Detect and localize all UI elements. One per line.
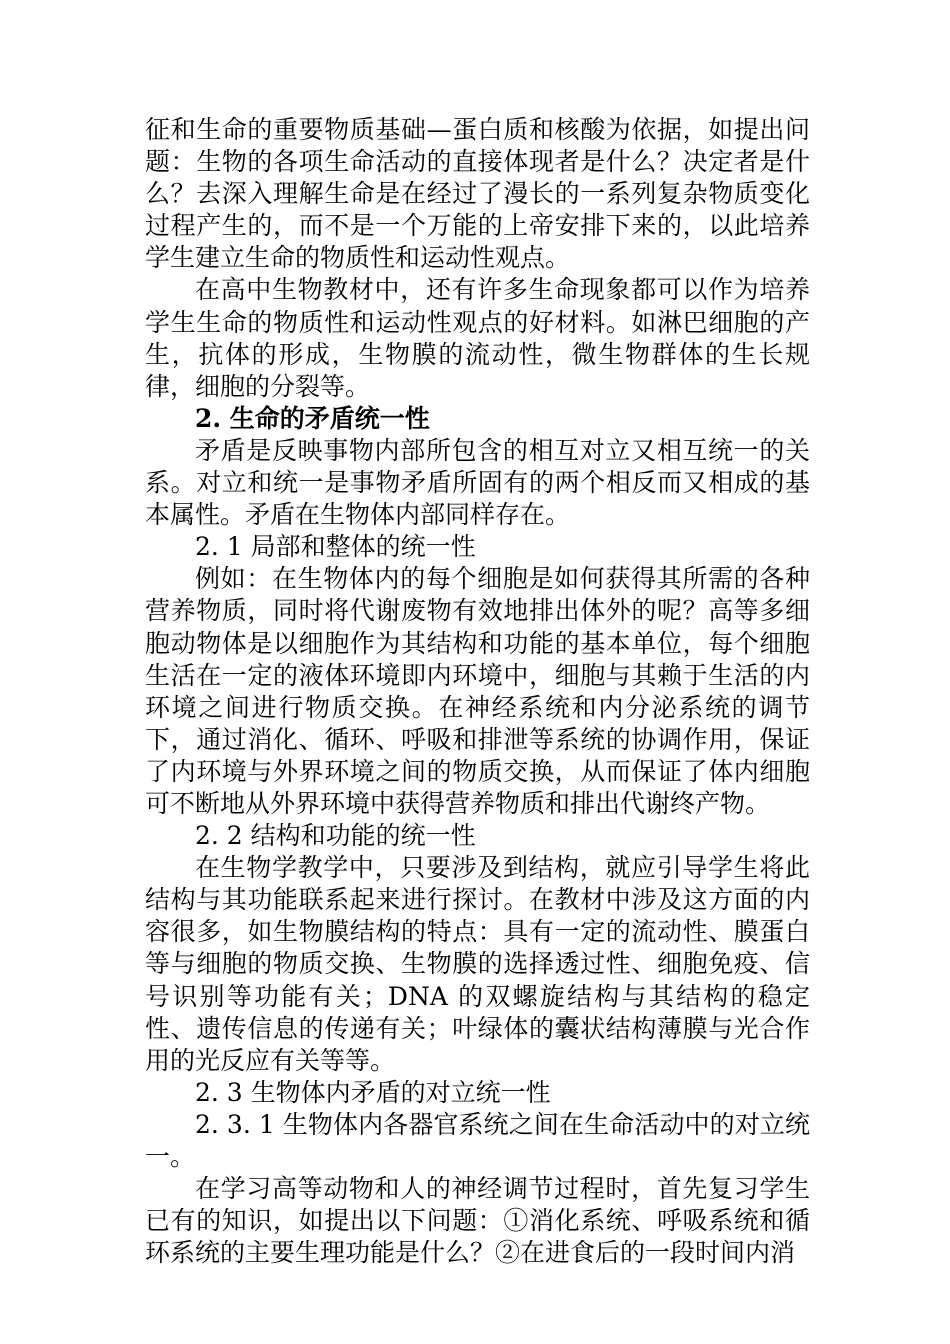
body-paragraph: 例如：在生物体内的每个细胞是如何获得其所需的各种营养物质，同时将代谢废物有效地排出体外的呢？高等多细胞动物体是以细胞作为其结构和功能的基本单位，每个细胞生活在一定的液体环境即内环境中，细胞与其赖于生活的内环境之间进行物质交换。在神经系统和内分泌系统的调节下，通过消化、循环、呼吸和排泄等系统的协调作用，保证了内环境与外界环境之间的物质交换，从而保证了体内细胞可不断地从外界环境中获得营养物质和排出代谢终产物。 [145,564,810,818]
body-paragraph: 征和生命的重要物质基础—蛋白质和核酸为依据，如提出问题：生物的各项生命活动的直接体现者是什么？决定者是什么？去深入理解生命是在经过了漫长的一系列复杂物质变化过程产生的，而不是一个万能的上帝安排下来的，以此培养学生建立生命的物质性和运动性观点。 [145,115,810,273]
body-paragraph: 在高中生物教材中，还有许多生命现象都可以作为培养学生生命的物质性和运动性观点的好材料。如淋巴细胞的产生，抗体的形成，生物膜的流动性，微生物群体的生长规律，细胞的分裂等。 [145,275,810,401]
subsection-heading: 2. 1 局部和整体的统一性 [195,532,476,562]
document-page [145,114,810,1269]
subsection-heading: 2. 3 生物体内矛盾的对立统一性 [195,1077,551,1107]
subsection-heading: 2. 2 结构和功能的统一性 [195,821,476,851]
body-paragraph: 在学习高等动物和人的神经调节过程时，首先复习学生已有的知识，如提出以下问题：①消化系统、呼吸系统和循环系统的主要生理功能是什么？②在进食后的一段时间内消 [145,1174,810,1268]
section-heading: 2. 生命的矛盾统一性 [195,403,430,433]
body-paragraph: 矛盾是反映事物内部所包含的相互对立又相互统一的关系。对立和统一是事物矛盾所固有的两个相反而又相成的基本属性。矛盾在生物体内部同样存在。 [145,435,810,530]
body-paragraph: 在生物学教学中，只要涉及到结构，就应引导学生将此结构与其功能联系起来进行探讨。在教材中涉及这方面的内容很多，如生物膜结构的特点：具有一定的流动性、膜蛋白等与细胞的物质交换、生物膜的选择透过性、细胞免疫、信号识别等功能有关；DNA 的双螺旋结构与其结构的稳定性、遗传信息的传递有关；叶绿体的囊状结构薄膜与光合作用的光反应有关等等。 [145,853,810,1075]
subsection-heading: 2. 3. 1 生物体内各器官系统之间在生命活动中的对立统一。 [145,1109,810,1171]
